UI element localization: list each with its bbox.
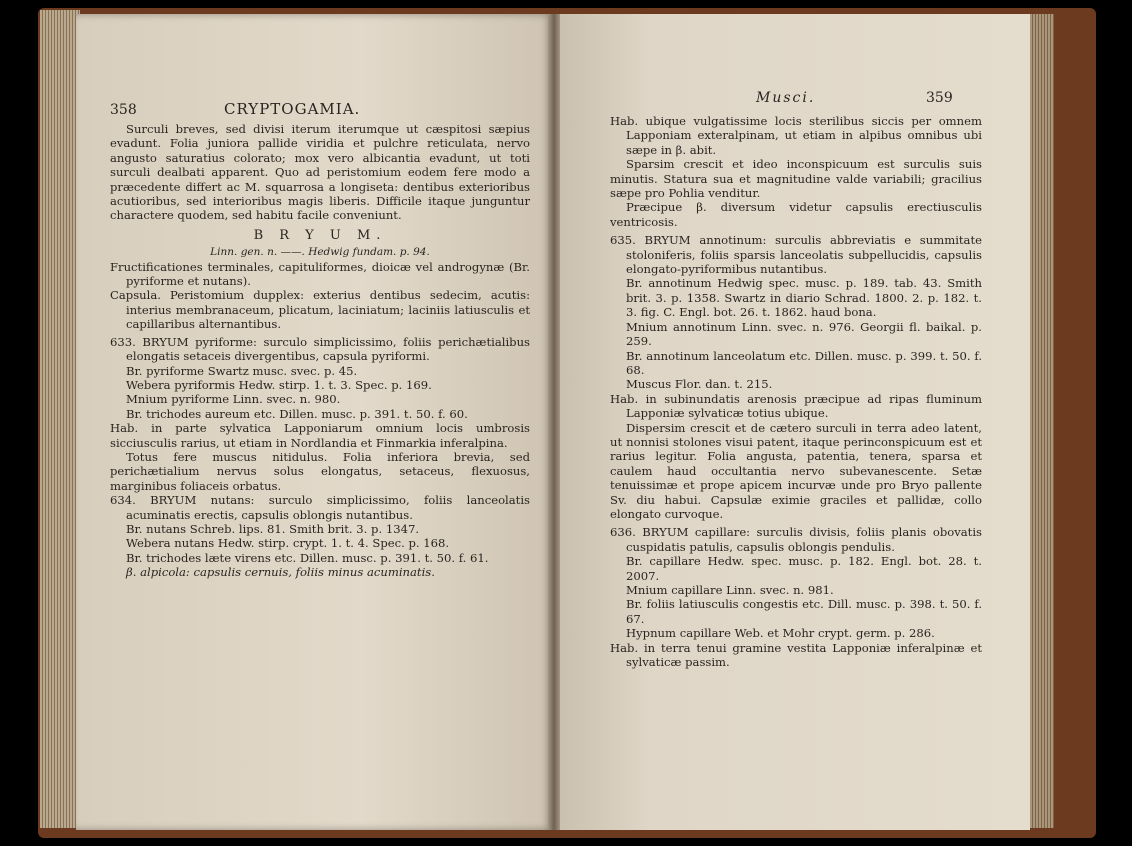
genus-title: B R Y U M. [253,227,387,243]
synonym: Webera nutans Hedw. stirp. crypt. 1. t. 4. Spec. p. 168. [126,536,450,551]
running-head-left: CRYPTOGAMIA. [224,100,361,118]
page-number-right: 359 [926,90,953,106]
species-634-heading: 634. BRYUM nutans: surculo simplicissimo, foliis lanceolatis acuminatis erectis, capsulis oblongis nutantibus. [110,493,530,522]
note-633: Totus fere muscus nitidulus. Folia inferiora brevia, sed perichætialium nervus solus elongatus, setaceus, flexuosus, marginibus foliaceis orbatus. [110,449,530,493]
synonym: Mnium pyriforme Linn. svec. n. 980. [126,392,341,407]
synonym: Br. annotinum Hedwig spec. musc. p. 189. tab. 43. Smith brit. 3. p. 1358. Swartz in diario Schrad. 1800. 2. p. 182. t. 3. fig. C. Engl. bot. 26. t. 1862. haud bona. [626,276,982,320]
genus-reference: Linn. gen. n. ——. Hedwig fundam. p. 94. [210,246,430,259]
left-page [76,14,552,830]
fructificationes: Fructificationes terminales, capituliformes, dioicæ vel androgynæ (Br. pyriforme et nutans). [110,259,530,289]
synonym: Br. pyriforme Swartz musc. svec. p. 45. [126,363,358,378]
left-page-text [110,122,530,580]
synonym: Br. annotinum lanceolatum etc. Dillen. musc. p. 399. t. 50. f. 68. [626,348,982,377]
habitat-634: Hab. ubique vulgatissime locis sterilibus siccis per omnem Lapponiam exteralpinam, ut etiam in alpibus omnibus ubi sæpe in β. abit. [610,114,982,157]
synonym: Br. foliis latiusculis congestis etc. Dill. musc. p. 398. t. 50. f. 67. [626,597,982,626]
page-number-left: 358 [110,102,137,118]
habitat-635: Hab. in subinundatis arenosis præcipue ad ripas fluminum Lapponiæ sylvaticæ totius ubique. [610,391,982,421]
running-head-right: Musci. [756,90,816,106]
variety-634-beta: β. alpicola: capsulis cernuis, foliis minus acuminatis. [126,565,435,580]
book-gutter [548,14,560,830]
synonym: Hypnum capillare Web. et Mohr crypt. germ. p. 286. [626,626,935,641]
note-634-a: Sparsim crescit et ideo inconspicuum est surculis suis minutis. Statura sua et magnitudine valde variabili; gracilius sæpe pro Pohlia venditur. [610,157,982,201]
left-page-edges [40,10,80,828]
note-634-b: Præcipue β. diversum videtur capsulis erectiusculis ventricosis. [610,200,982,229]
synonym: Muscus Flor. dan. t. 215. [626,377,773,392]
intro-paragraph: Surculi breves, sed divisi iterum iterumque ut cæspitosi sæpius evadunt. Folia juniora pallide viridia et pulchre reticulata, nervo angusto saturatius colorato; mox vero albicantia evadunt, ut toti surculi dealbati apparent. Quo ad peristomium eodem fere modo a præcedente differt ac M. squarrosa a longiseta: dentibus exterioribus acutioribus, sed interioribus magis liberis. Difficile itaque junguntur charactere quodem, sed habitu facile conveniunt. [110,122,530,223]
synonym: Br. capillare Hedw. spec. musc. p. 182. Engl. bot. 28. t. 2007. [626,554,982,583]
synonym: Br. trichodes læte virens etc. Dillen. musc. p. 391. t. 50. f. 61. [126,550,489,565]
synonym: Br. nutans Schreb. lips. 81. Smith brit. 3. p. 1347. [126,521,420,536]
species-633-heading: 633. BRYUM pyriforme: surculo simplicissimo, foliis perichætialibus elongatis setaceis divergentibus, capsula pyriformi. [110,334,530,364]
capsula: Capsula. Peristomium dupplex: exterius dentibus sedecim, acutis: interius membranaceum, plicatum, laciniatum; laciniis latiusculis et capillaribus alternantibus. [110,288,530,332]
synonym: Mnium annotinum Linn. svec. n. 976. Georgii fl. baikal. p. 259. [626,319,982,349]
habitat-636: Hab. in terra tenui gramine vestita Lapponiæ inferalpinæ et sylvaticæ passim. [610,640,982,670]
synonym: Mnium capillare Linn. svec. n. 981. [626,583,834,597]
species-635-heading: 635. BRYUM annotinum: surculis abbreviatis e summitate stoloniferis, foliis sparsis lanceolatis subpellucidis, capsulis elongato-pyriformibus nutantibus. [610,233,982,277]
right-page-edges [1030,14,1054,828]
species-636-heading: 636. BRYUM capillare: surculis divisis, foliis planis obovatis cuspidatis patulis, capsulis oblongis pendulis. [610,525,982,554]
habitat-633: Hab. in parte sylvatica Lapponiarum omnium locis umbrosis sicciusculis rarius, ut etiam in Nordlandia et Finmarkia inferalpina. [110,421,530,450]
synonym: Webera pyriformis Hedw. stirp. 1. t. 3. Spec. p. 169. [126,377,432,392]
synonym: Br. trichodes aureum etc. Dillen. musc. p. 391. t. 50. f. 60. [126,406,468,421]
note-635: Dispersim crescit et de cætero surculi in terra adeo latent, ut nonnisi stolones visui patent, itaque perinconspicuum est et rarius legitur. Folia angusta, patentia, tenera, sparsa et caulem haud occultantia nervo subevanescente. Setæ tenuissimæ et prope apicem incurvæ unde pro Bryo pallente Sv. diu habui. Capsulæ eximie graciles et pallidæ, collo elongato curvoque. [610,420,982,521]
right-page-text [610,114,982,669]
right-page [556,14,1030,830]
